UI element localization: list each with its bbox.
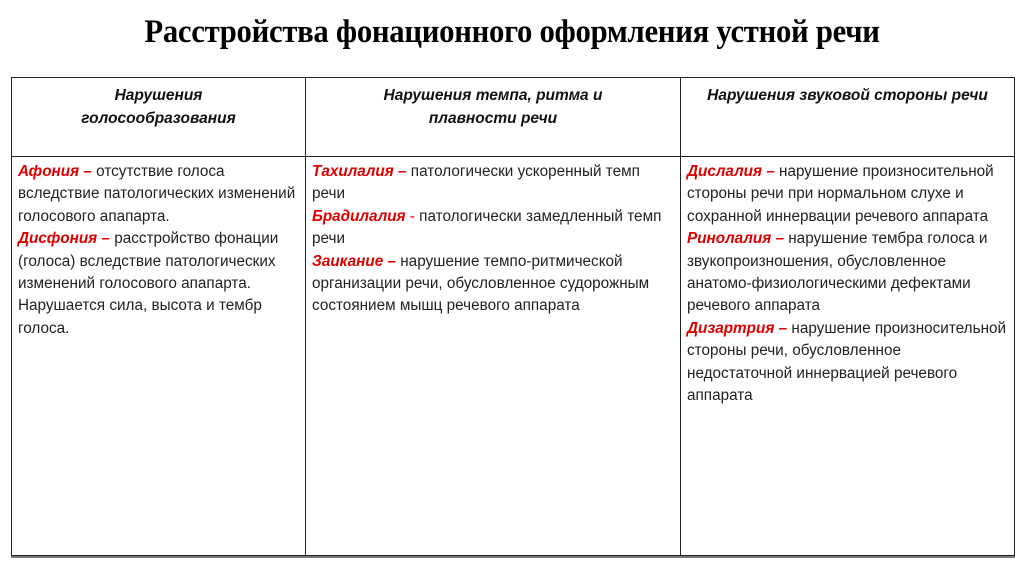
definition-dysphonia: расстройство фонации (голоса) вследствие патологических изменений голосового апапарта. Нарушается сила, высота и тембр голоса.: [18, 230, 279, 337]
term-dysarthria: Дизартрия: [687, 319, 775, 337]
definition-dyslalia: нарушение произносительной стороны речи при нормальном слухе и сохранной иннервации речевого аппарата: [687, 163, 994, 225]
term-bradylalia: Брадилалия: [312, 207, 406, 225]
term-aphonia: Афония: [18, 163, 80, 180]
term-dyslalia: Дислалия: [687, 163, 762, 180]
definition-rhinolalia: нарушение тембра голоса и звукопроизношения, обусловленное анатомо-физиологическими дефектами речевого аппарата: [687, 230, 988, 315]
definition-bradylalia: патологически замедленный темп речи: [312, 207, 662, 248]
entry-dyslalia: Дислалия – нарушение произносительной стороны речи при нормальном слухе и сохранной иннервации речевого аппарата: [687, 163, 994, 225]
definition-dysarthria: нарушение произносительной стороны речи, обусловленное недостаточной иннервацией речевого аппарата: [687, 319, 1007, 405]
entry-dysarthria: Дизартрия – нарушение произносительной стороны речи, обусловленное недостаточной иннервацией речевого аппарата: [687, 319, 1007, 405]
term-tachylalia: Тахилалия: [312, 163, 394, 180]
term-rhinolalia: Ринолалия: [687, 230, 772, 248]
definition-aphonia: отсутствие голоса вследствие патологических изменений голосового апапарта.: [18, 163, 296, 225]
term-stuttering: Заикание: [312, 252, 384, 270]
entry-tachylalia: Тахилалия – патологически ускоренный темп речи: [312, 163, 640, 203]
page-title: Расстройства фонационного оформления устной речи: [144, 14, 880, 50]
header-sound-side: Нарушения звуковой стороны речи: [681, 78, 1015, 157]
entry-rhinolalia: Ринолалия – нарушение тембра голоса и звукопроизношения, обусловленное анатомо-физиологическими дефектами речевого аппарата: [687, 230, 988, 315]
header-voice-formation: Нарушения голосообразования: [12, 78, 306, 157]
header-tempo-rhythm: Нарушения темпа, ритма и плавности речи: [306, 78, 681, 157]
term-dysphonia: Дисфония: [18, 230, 98, 248]
definition-tachylalia: патологически ускоренный темп речи: [312, 163, 640, 203]
disorders-table: [11, 77, 1015, 556]
cell-tempo-rhythm: [306, 157, 681, 556]
cell-sound-side: [681, 157, 1015, 556]
definition-stuttering: нарушение темпо-ритмической организации речи, обусловленное судорожным состоянием мышц речевого аппарата: [312, 252, 650, 315]
content-row: [12, 157, 1015, 556]
entry-stuttering: Заикание – нарушение темпо-ритмической организации речи, обусловленное судорожным состоянием мышц речевого аппарата: [312, 252, 650, 315]
cell-voice-formation: [12, 157, 306, 556]
header-row: [12, 78, 1015, 157]
entry-bradylalia: Брадилалия - патологически замедленный темп речи: [312, 207, 662, 248]
entry-aphonia: Афония – отсутствие голоса вследствие патологических изменений голосового апапарта.: [18, 163, 296, 225]
entry-dysphonia: Дисфония – расстройство фонации (голоса) вследствие патологических изменений голосового апапарта. Нарушается сила, высота и тембр голоса.: [18, 230, 279, 337]
